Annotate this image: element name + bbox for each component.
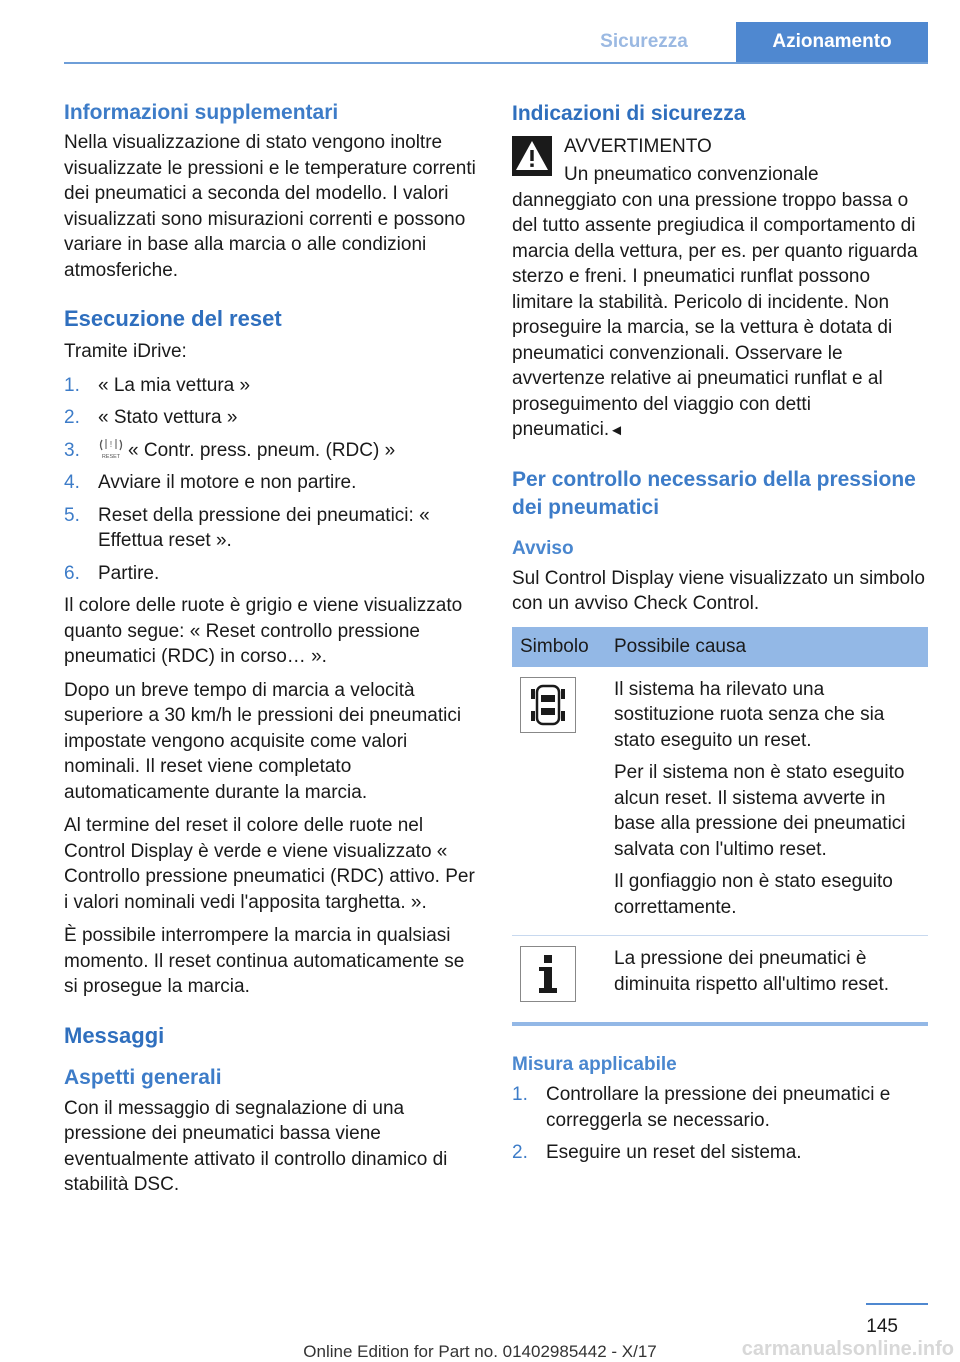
info-icon [520, 946, 576, 1002]
svg-text:RESET: RESET [101, 453, 121, 460]
list-item: 3. ! RESET « Contr. press. pneum. (RDC) » [64, 439, 396, 461]
heading-info: Informazioni supplementari [64, 101, 339, 124]
list-item: 4. Avviare il motore e non partire. [64, 472, 357, 493]
paragraph-info: Nella visualizzazione di stato vengono inoltre visualizzate le pressioni e le temperature correnti dei pneumatici a seconda del modello. I valori visualizzati sono misurazioni correnti e possono variare in base alla marcia o alle condizioni atmosferiche. [64, 132, 476, 281]
warning-title: AVVERTIMENTO [564, 136, 712, 157]
table-row [512, 936, 928, 1013]
page-number: 145 [866, 1316, 898, 1337]
paragraph-general: Con il messaggio di segnalazione di una pressione dei pneumatici bassa viene eventualmente attivato il controllo dinamico di stabilità DSC. [64, 1097, 448, 1195]
paragraph-speed: Dopo un breve tempo di marcia a velocità superiore a 30 km/h le pressioni dei pneumatici impostate vengono acquisite come valori nominali. Il reset viene completato automaticamente durante la marcia. [64, 679, 462, 803]
table-header-row [512, 627, 928, 667]
paragraph-end: Al termine del reset il colore delle ruote nel Control Display è verde e viene visualizzato « Controllo pressione pneumatici (RDC) attivo. Per i valori nominali vedi l'apposita targhetta. ». [64, 815, 475, 913]
warning-block [512, 134, 928, 182]
list-item: 2. « Stato vettura » [64, 407, 238, 428]
left-column [64, 100, 480, 1206]
heading-notice: Avviso [512, 537, 574, 559]
end-mark: ◄ [609, 422, 625, 439]
page-header [64, 0, 928, 64]
rdc-reset-icon [98, 438, 124, 460]
warning-text: Un pneumatico convenzionale danneggiato con una pressione troppo bassa o del tutto assente pregiudica il comportamento di marcia della vettura, per es. per quanto riguarda sterzo e freni. I pneumatici runflat possono limitare la stabilità. Pericolo di incidente. Non proseguire la marcia, se la vettura è dotata di pneumatici convenzionali. Osservare le avvertenze relative ai pneumatici runflat e al proseguimento del viaggio con detti pneumatici.◄ [512, 164, 918, 440]
reset-steps [64, 373, 480, 587]
cause-cell: La pressione dei pneumatici è diminuita rispetto all'ultimo reset. [614, 948, 890, 995]
heading-safety: Indicazioni di sicurezza [512, 102, 746, 125]
warning-triangle-icon [512, 136, 552, 176]
heading-check: Per controllo necessario della pressione dei pneumatici [512, 467, 916, 519]
column-header-cause: Possibile causa [606, 627, 928, 667]
paragraph-notice: Sul Control Display viene visualizzato un simbolo con un avviso Check Control. [512, 567, 925, 614]
tab-sicurezza[interactable]: Sicurezza [600, 31, 688, 52]
heading-general: Aspetti generali [64, 1065, 222, 1089]
svg-text:!: ! [109, 439, 113, 449]
heading-measure: Misura applicabile [512, 1054, 677, 1075]
list-item: 2. Eseguire un reset del sistema. [512, 1142, 802, 1163]
table-row [512, 667, 928, 936]
column-header-symbol: Simbolo [512, 627, 606, 667]
list-item: 1. Controllare la pressione dei pneumatici e correggerla se necessario. [512, 1084, 891, 1131]
heading-reset: Esecuzione del reset [64, 306, 282, 331]
tab-azionamento[interactable]: Azionamento [736, 22, 928, 62]
symbol-table [512, 627, 928, 1013]
list-item: 1. « La mia vettura » [64, 374, 251, 396]
heading-messages: Messaggi [64, 1022, 165, 1048]
watermark: carmanualsonline.info [741, 1338, 954, 1360]
paragraph-color: Il colore delle ruote è grigio e viene visualizzato quanto segue: « Reset controllo pressione pneumatici (RDC) in corso… ». [64, 595, 463, 667]
footer-rule [866, 1303, 928, 1305]
car-tire-pressure-icon [520, 677, 576, 733]
measure-steps [512, 1082, 928, 1166]
list-item: 5. Reset della pressione dei pneumatici: « Effettua reset ». [64, 504, 430, 551]
right-column [512, 100, 928, 1173]
cause-cell: Il sistema ha rilevato una sostituzione ruota senza che sia stato eseguito un reset. Per il sistema non è stato eseguito alcun reset. Il sistema avverte in base alla pressione dei pneumatici salvata con l'ultimo reset. Il gonfiaggio non è stato eseguito correttamente. [606, 667, 928, 936]
list-item: 6. Partire. [64, 562, 160, 584]
paragraph-reset-intro: Tramite iDrive: [64, 341, 187, 362]
edition-note: Online Edition for Part no. 01402985442 - X/17 [303, 1342, 657, 1361]
paragraph-interrupt: È possibile interrompere la marcia in qualsiasi momento. Il reset continua automaticamente se si prosegue la marcia. [64, 925, 465, 997]
